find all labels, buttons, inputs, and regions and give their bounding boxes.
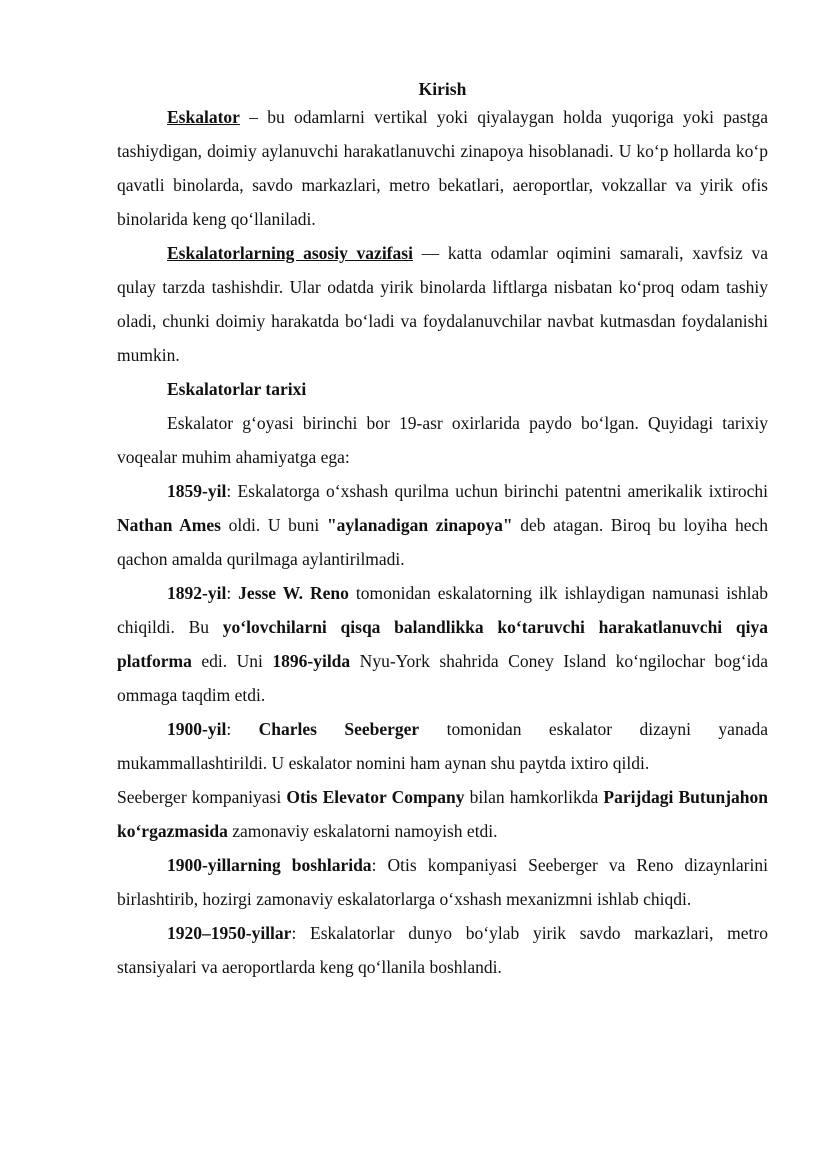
seeberger-text-1: Seeberger kompaniyasi [117, 787, 287, 807]
paragraph-history-intro: Eskalator g‘oyasi birinchi bor 19-asr oxirlarida paydo bo‘lgan. Quyidagi tarixiy voqealar muhim ahamiyatga ega: [117, 413, 768, 467]
document-page [117, 78, 768, 984]
event-1859-text-2: oldi. U buni [220, 515, 327, 535]
year-1859: 1859-yil [167, 481, 227, 501]
paris-expo: Parijdagi Butunjahon ko‘rgazmasida [117, 787, 768, 841]
event-1900 [117, 712, 768, 780]
term-purpose: Eskalatorlarning asosiy vazifasi [167, 243, 413, 263]
paragraph-definition [117, 100, 768, 236]
event-1900s-text: : Otis kompaniyasi Seeberger va Reno dizaynlarini birlashtirib, hozirgi zamonaviy eskalatorlarga o‘xshash mexanizmni ishlab chiqdi. [117, 855, 768, 909]
year-1892: 1892-yil [167, 583, 227, 603]
event-1859-text-1: : Eskalatorga o‘xshash qurilma uchun birinchi patentni amerikalik ixtirochi [226, 481, 768, 501]
name-jesse-reno: Jesse W. Reno [238, 583, 349, 603]
event-1859 [117, 474, 768, 576]
event-1920-1950-text: : Eskalatorlar dunyo bo‘ylab yirik savdo markazlari, metro stansiyalari va aeroportlarda keng qo‘llanila boshlandi. [117, 923, 768, 977]
event-1900-text-2: tomonidan eskalator dizayni yanada mukammallashtirildi. U eskalator nomini ham aynan shu paytda ixtiro qildi. [117, 719, 768, 773]
event-1892 [117, 576, 768, 712]
event-1920-1950 [117, 916, 768, 984]
paragraph-purpose [117, 236, 768, 372]
name-charles-seeberger: Charles Seeberger [258, 719, 420, 739]
term-eskalator: Eskalator [167, 107, 240, 127]
definition-text: – bu odamlarni vertikal yoki qiyalaygan holda yuqoriga yoki pastga tashiydigan, doimiy aylanuvchi harakatlanuvchi zinapoya hisoblanadi. U ko‘p hollarda ko‘p qavatli binolarda, savdo markazlari, metro bekatlari, aeroportlar, vokzallar va yirik ofis binolarida keng qo‘llaniladi. [117, 107, 768, 229]
year-1900: 1900-yil [167, 719, 227, 739]
section-heading-history: Eskalatorlar tarixi [167, 379, 307, 399]
year-1900s: 1900-yillarning boshlarida [167, 855, 372, 875]
seeberger-text-2: bilan hamkorlikda [464, 787, 604, 807]
year-1920-1950: 1920–1950-yillar [167, 923, 292, 943]
year-1896: 1896-yilda [272, 651, 351, 671]
page-title: Kirish [418, 79, 467, 99]
event-1900s [117, 848, 768, 916]
quote-aylanadigan: "aylanadigan zinapoya" [326, 515, 513, 535]
event-1859-text-3: deb atagan. Biroq bu loyiha hech qachon amalda qurilmaga aylantirilmadi. [117, 515, 769, 569]
company-otis: Otis Elevator Company [286, 787, 465, 807]
platform-description: yo‘lovchilarni qisqa balandlikka ko‘taruvchi harakatlanuvchi qiya platforma [117, 617, 769, 671]
event-1892-text-4: Nyu-York shahrida Coney Island ko‘ngilochar bog‘ida ommaga taqdim etdi. [117, 651, 768, 705]
seeberger-text-3: zamonaviy eskalatorni namoyish etdi. [227, 821, 498, 841]
purpose-text: — katta odamlar oqimini samarali, xavfsiz va qulay tarzda tashishdir. Ular odatda yirik binolarda liftlarga nisbatan ko‘proq odam tashiy oladi, chunki doimiy harakatda bo‘ladi va foydalanuvchilar navbat kutmasdan foydalanishi mumkin. [117, 243, 768, 365]
name-nathan-ames: Nathan Ames [117, 515, 221, 535]
event-1892-text-2: tomonidan eskalatorning ilk ishlaydigan namunasi ishlab chiqildi. Bu [117, 583, 768, 637]
event-1892-text-3: edi. Uni [191, 651, 273, 671]
paragraph-seeberger-otis [117, 780, 768, 848]
event-1900-text-1: : [226, 719, 259, 739]
event-1892-text-1: : [226, 583, 239, 603]
